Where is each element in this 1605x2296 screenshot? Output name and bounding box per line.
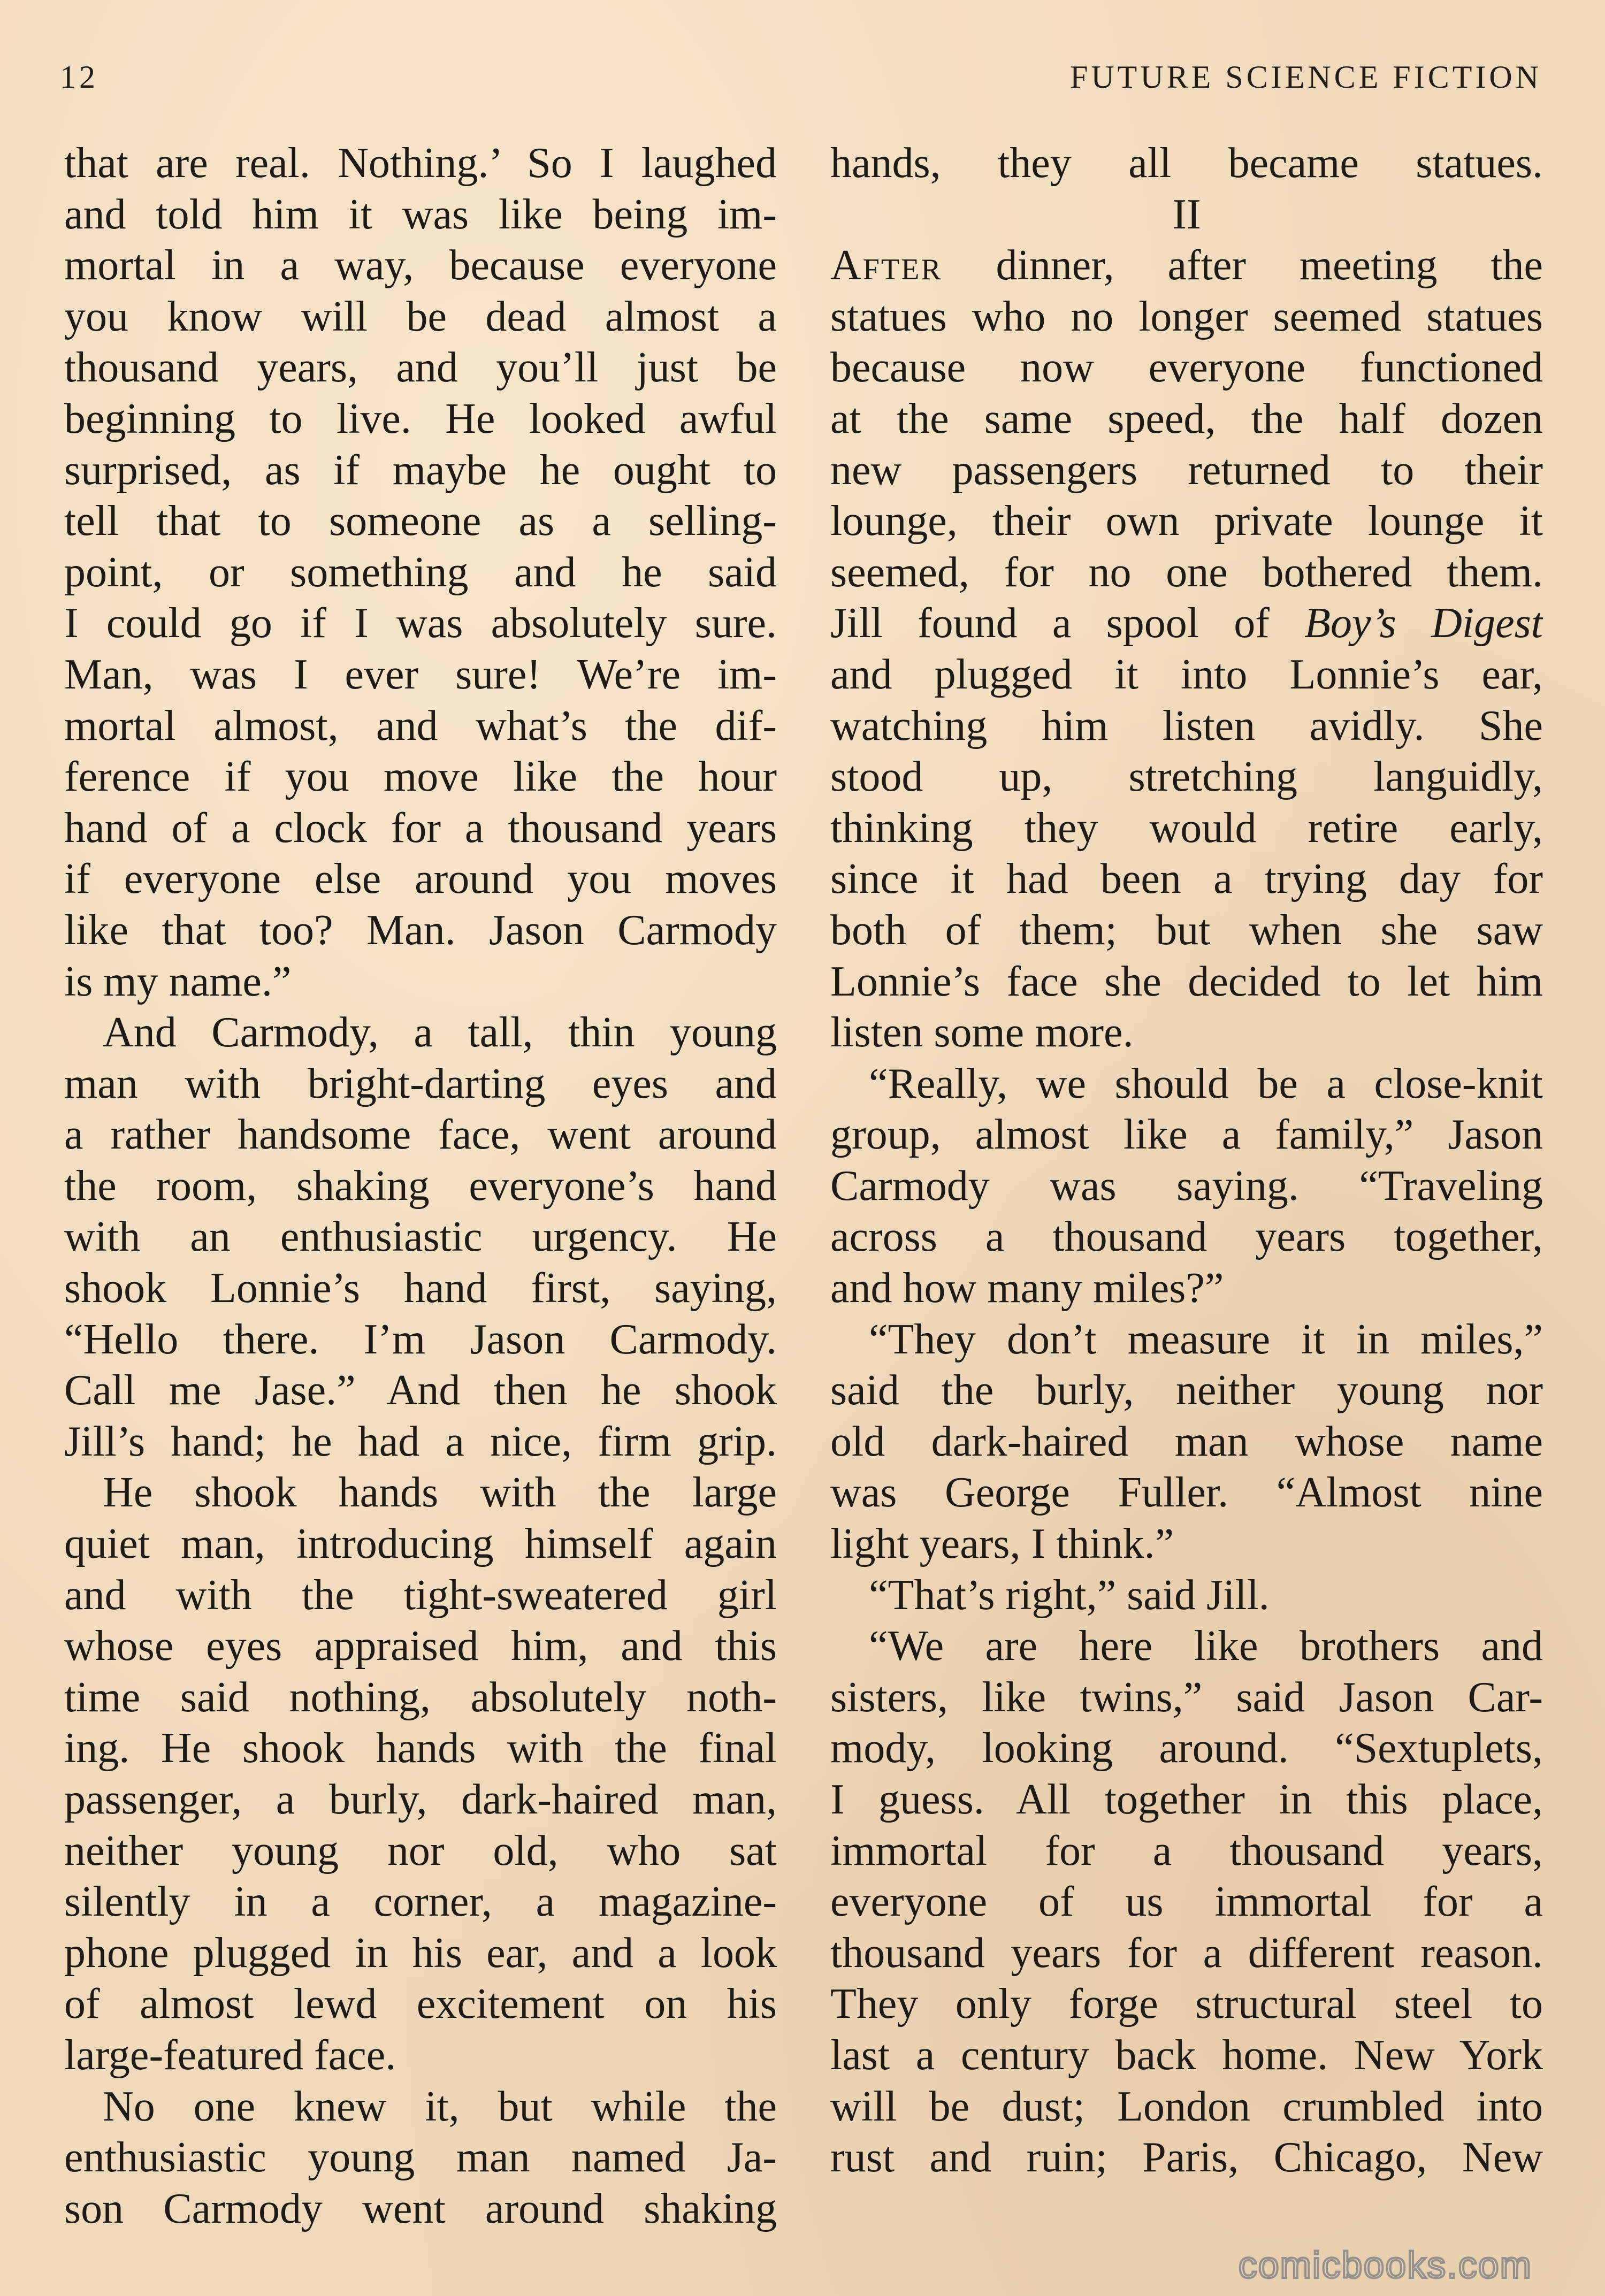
text-line: I guess. All together in this place, bbox=[830, 1776, 1543, 1823]
text-line: tell that to someone as a selling- bbox=[64, 498, 777, 545]
text-line: ing. He shook hands with the final bbox=[64, 1725, 777, 1772]
text-line: and told him it was like being im- bbox=[64, 190, 777, 238]
left-text-column bbox=[64, 138, 777, 2234]
text-line: and plugged it into Lonnie’s ear, bbox=[830, 650, 1543, 698]
right-text-column bbox=[830, 138, 1543, 2184]
text-line: and with the tight-sweatered girl bbox=[64, 1571, 777, 1619]
text-line: old dark-haired man whose name bbox=[830, 1418, 1543, 1465]
text-line: beginning to live. He looked awful bbox=[64, 395, 777, 442]
text-line: at the same speed, the half dozen bbox=[830, 395, 1543, 442]
text-line: the room, shaking everyone’s hand bbox=[64, 1162, 777, 1210]
text-line: point, or something and he said bbox=[64, 548, 777, 596]
small-caps-opening-word: After bbox=[830, 242, 943, 289]
text-line: because now everyone functioned bbox=[830, 344, 1543, 392]
paragraph-start-line: “They don’t measure it in miles,” bbox=[869, 1315, 1543, 1363]
text-line: with an enthusiastic urgency. He bbox=[64, 1213, 777, 1261]
text-line: large-featured face. bbox=[64, 2031, 396, 2079]
text-line: if everyone else around you moves bbox=[64, 855, 777, 903]
text-line: both of them; but when she saw bbox=[830, 906, 1543, 954]
text-line: of almost lewd excitement on his bbox=[64, 1980, 777, 2028]
text-line: whose eyes appraised him, and this bbox=[64, 1622, 777, 1670]
text-line: everyone of us immortal for a bbox=[830, 1878, 1543, 1926]
text-line: thousand years, and you’ll just be bbox=[64, 344, 777, 392]
text-line: man with bright-darting eyes and bbox=[64, 1060, 777, 1107]
text-line: Call me Jase.” And then he shook bbox=[64, 1367, 777, 1414]
text-line: I could go if I was absolutely sure. bbox=[64, 600, 777, 647]
text-line: They only forge structural steel to bbox=[830, 1980, 1543, 2028]
text-line: you know will be dead almost a bbox=[64, 293, 777, 340]
text-line: and how many miles?” bbox=[830, 1265, 1224, 1312]
text-line: hands, they all became statues. bbox=[830, 140, 1543, 187]
text-line: light years, I think.” bbox=[830, 1520, 1174, 1568]
text-line: was George Fuller. “Almost nine bbox=[830, 1469, 1543, 1517]
text-line: sisters, like twins,” said Jason Car- bbox=[830, 1673, 1543, 1721]
text-line: enthusiastic young man named Ja- bbox=[64, 2134, 777, 2182]
site-watermark: comicbooks.com bbox=[1238, 2244, 1532, 2286]
text-line: shook Lonnie’s hand first, saying, bbox=[64, 1265, 777, 1312]
text-line: passenger, a burly, dark-haired man, bbox=[64, 1776, 777, 1823]
text-line: like that too? Man. Jason Carmody bbox=[64, 906, 777, 954]
text-line: ference if you move like the hour bbox=[64, 753, 777, 801]
section-number: II bbox=[1172, 190, 1201, 238]
text-line: new passengers returned to their bbox=[830, 446, 1543, 494]
text-line: will be dust; London crumbled into bbox=[830, 2083, 1543, 2130]
running-title: FUTURE SCIENCE FICTION bbox=[1069, 59, 1542, 95]
paragraph-start-line: And Carmody, a tall, thin young bbox=[103, 1009, 777, 1057]
opening-line-rest: dinner, after meeting the bbox=[996, 242, 1543, 289]
text-line: hand of a clock for a thousand years bbox=[64, 804, 777, 852]
text-line: listen some more. bbox=[830, 1009, 1134, 1057]
text-line: neither young nor old, who sat bbox=[64, 1827, 777, 1874]
text-line: rust and ruin; Paris, Chicago, New bbox=[830, 2134, 1543, 2182]
section-opening-line bbox=[830, 240, 1543, 292]
text-line: “Hello there. I’m Jason Carmody. bbox=[64, 1315, 777, 1363]
text-line: quiet man, introducing himself again bbox=[64, 1520, 777, 1568]
text-line: phone plugged in his ear, and a look bbox=[64, 1929, 777, 1977]
paragraph-start-line: “Really, we should be a close-knit bbox=[869, 1060, 1543, 1107]
text-line: immortal for a thousand years, bbox=[830, 1827, 1543, 1874]
text-line: mortal in a way, because everyone bbox=[64, 242, 777, 289]
text-line: Carmody was saying. “Traveling bbox=[830, 1162, 1543, 1210]
text-line: watching him listen avidly. She bbox=[830, 702, 1543, 749]
text-line: that are real. Nothing.’ So I laughed bbox=[64, 140, 777, 187]
text-line: seemed, for no one bothered them. bbox=[830, 548, 1543, 596]
text-line: mortal almost, and what’s the dif- bbox=[64, 702, 777, 749]
text-line: across a thousand years together, bbox=[830, 1213, 1543, 1261]
text-line: time said nothing, absolutely noth- bbox=[64, 1673, 777, 1721]
text-line: lounge, their own private lounge it bbox=[830, 498, 1543, 545]
text-line: thousand years for a different reason. bbox=[830, 1929, 1543, 1977]
text-line-with-title bbox=[830, 598, 1543, 649]
text-line: mody, looking around. “Sextuplets, bbox=[830, 1725, 1543, 1772]
line-text: Jill found a spool of bbox=[830, 600, 1270, 647]
text-line: a rather handsome face, went around bbox=[64, 1111, 777, 1159]
text-line: last a century back home. New York bbox=[830, 2031, 1543, 2079]
text-line: Lonnie’s face she decided to let him bbox=[830, 958, 1543, 1005]
text-line: is my name.” bbox=[64, 958, 292, 1005]
text-line: silently in a corner, a magazine- bbox=[64, 1878, 777, 1926]
page-number: 12 bbox=[60, 59, 98, 95]
text-line: thinking they would retire early, bbox=[830, 804, 1543, 852]
paragraph-start-line: “We are here like brothers and bbox=[869, 1622, 1543, 1670]
text-line: Jill’s hand; he had a nice, firm grip. bbox=[64, 1418, 777, 1465]
text-line: son Carmody went around shaking bbox=[64, 2185, 777, 2232]
magazine-title: Boy’s Digest bbox=[1304, 600, 1543, 647]
text-line: said the burly, neither young nor bbox=[830, 1367, 1543, 1414]
text-line: since it had been a trying day for bbox=[830, 855, 1543, 903]
text-line: surprised, as if maybe he ought to bbox=[64, 446, 777, 494]
paragraph-start-line: No one knew it, but while the bbox=[103, 2083, 777, 2130]
text-line: stood up, stretching languidly, bbox=[830, 753, 1543, 801]
text-line: group, almost like a family,” Jason bbox=[830, 1111, 1543, 1159]
text-line: statues who no longer seemed statues bbox=[830, 293, 1543, 340]
paragraph-start-line: “That’s right,” said Jill. bbox=[869, 1571, 1270, 1619]
text-line: Man, was I ever sure! We’re im- bbox=[64, 650, 777, 698]
paragraph-start-line: He shook hands with the large bbox=[103, 1469, 777, 1517]
